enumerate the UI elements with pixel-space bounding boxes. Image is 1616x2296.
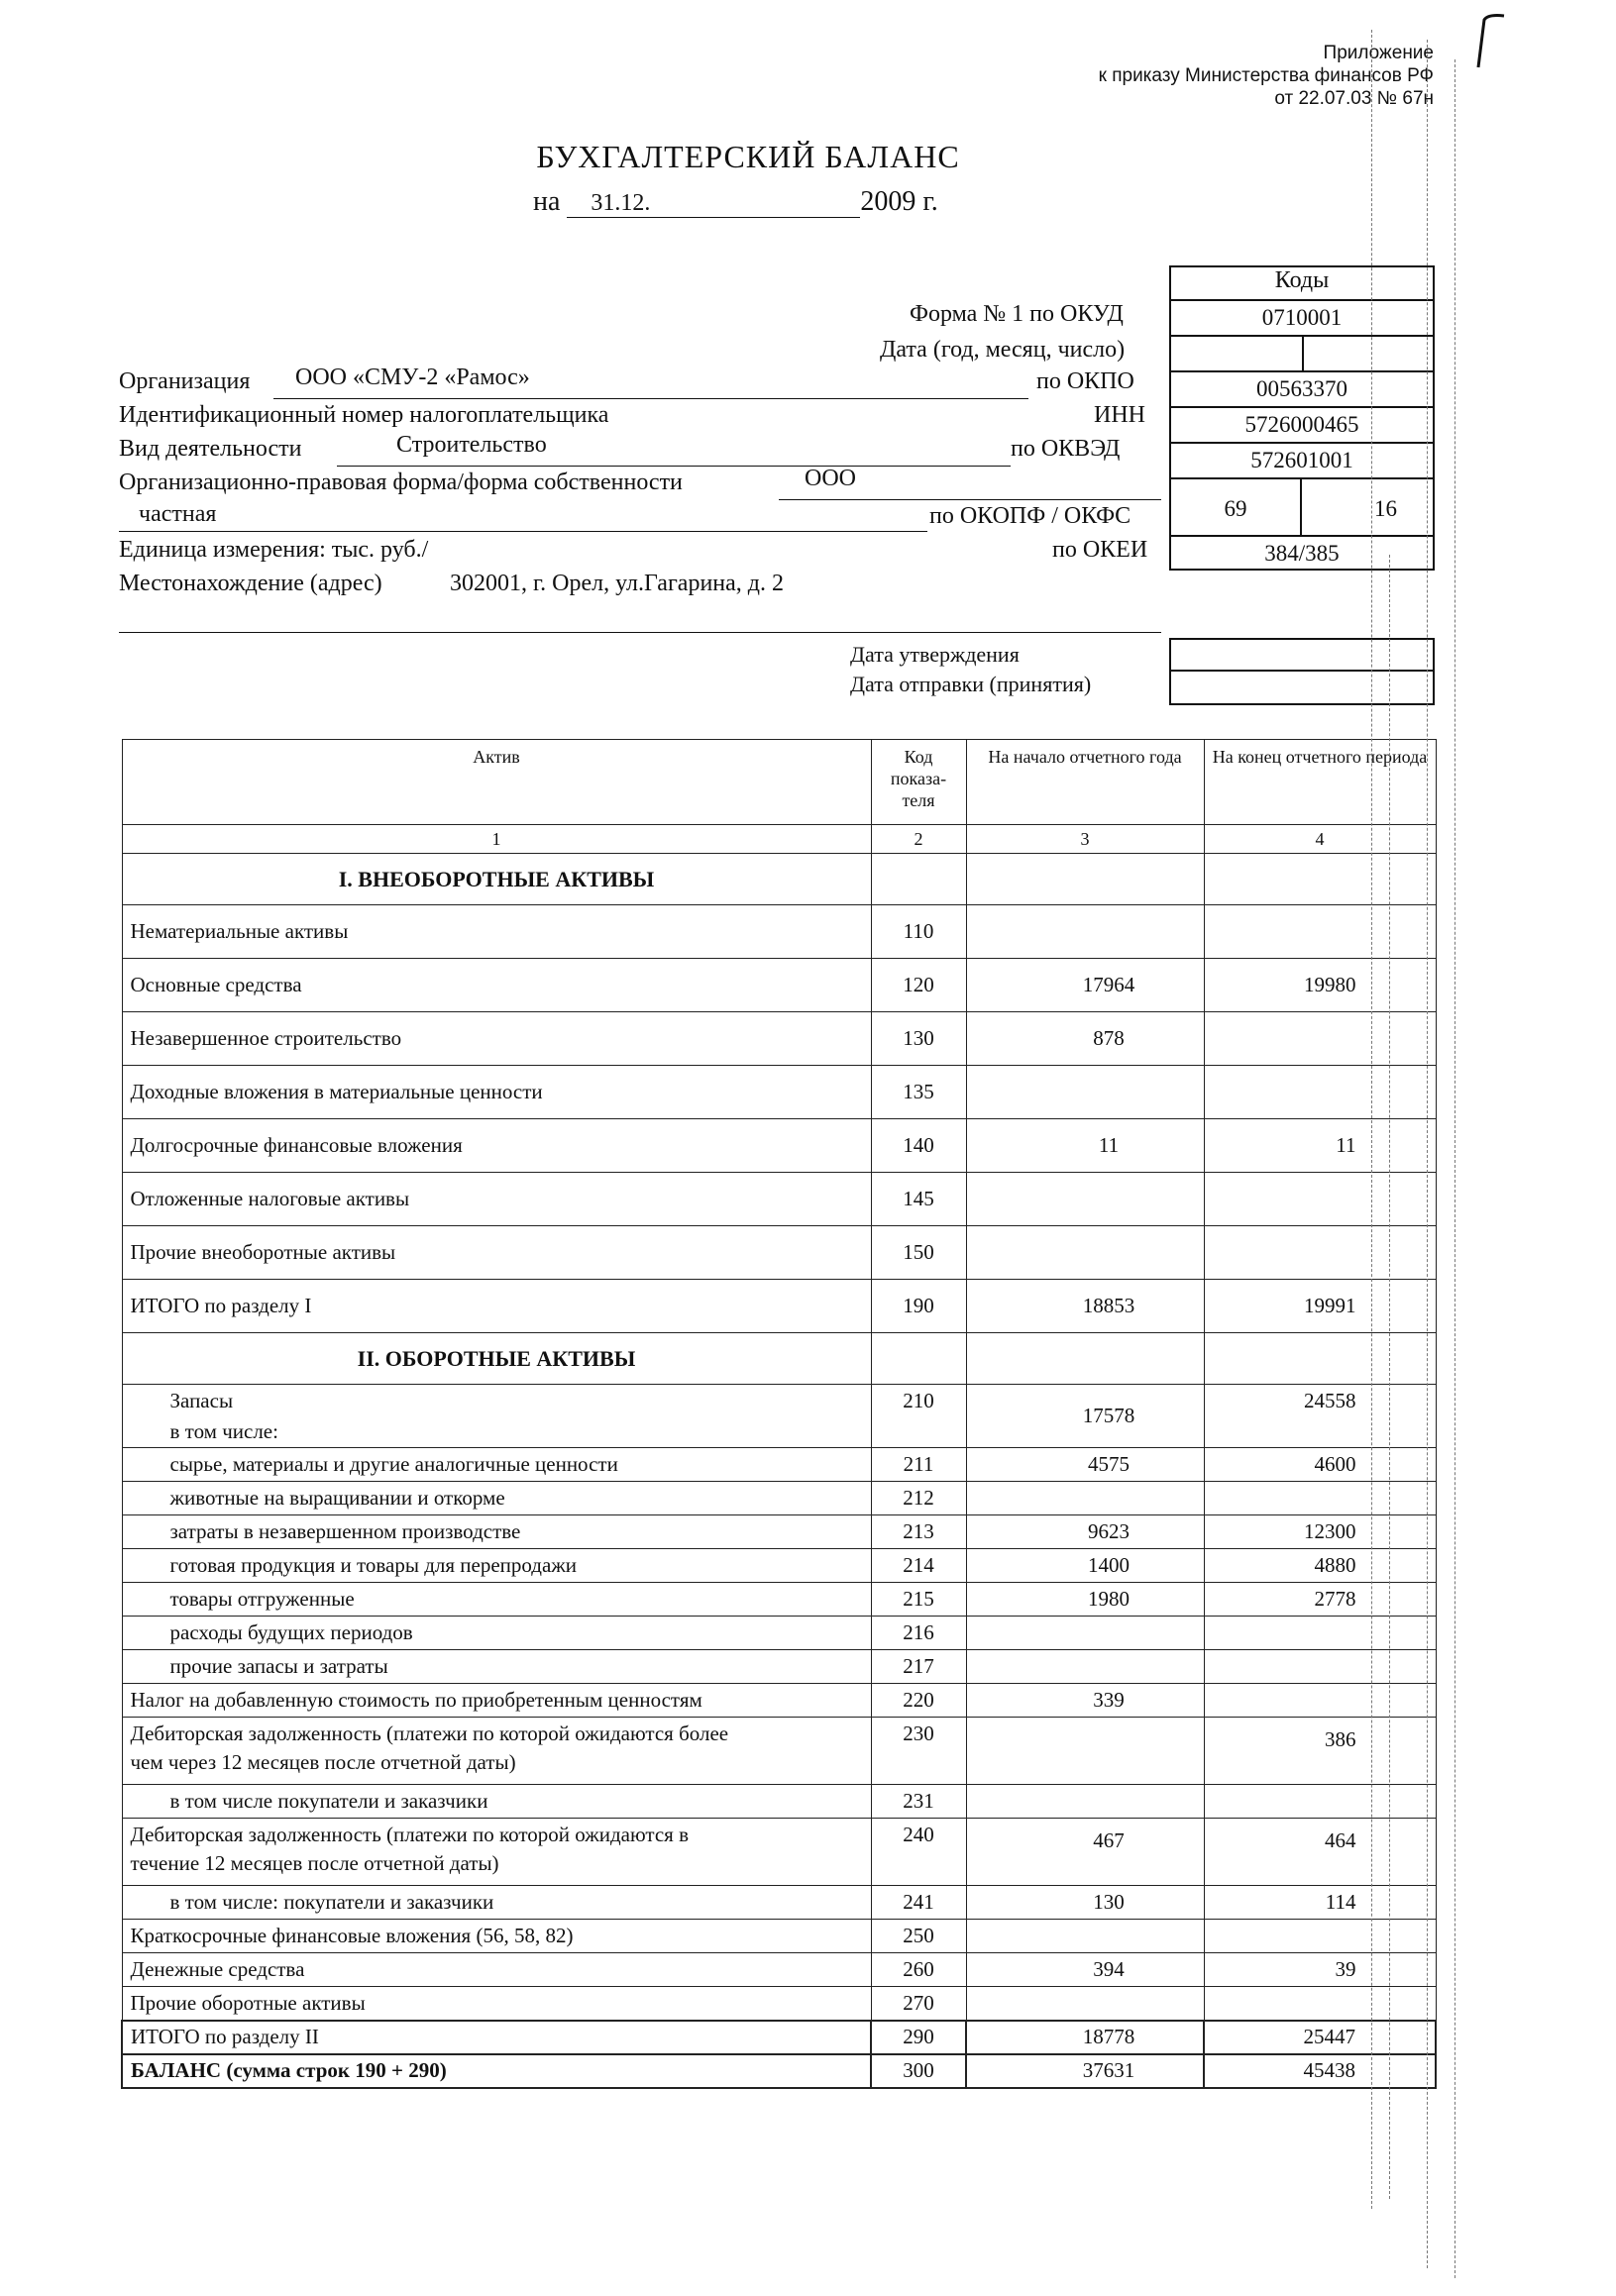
- row-end: [1204, 1066, 1436, 1119]
- report-date-line: [533, 186, 938, 218]
- address-value: 302001, г. Орел, ул.Гагарина, д. 2: [450, 571, 784, 596]
- row-name: Налог на добавленную стоимость по приобретенным ценностям: [122, 1684, 871, 1718]
- row-code: 216: [871, 1617, 966, 1650]
- row-start: [966, 1987, 1204, 2021]
- row-end: [1204, 905, 1436, 959]
- row-start: [966, 1617, 1204, 1650]
- row-end: 386: [1204, 1718, 1436, 1785]
- row-start: [966, 1226, 1204, 1280]
- stocks-sub-label: в том числе:: [169, 1419, 278, 1443]
- row-code: 214: [871, 1549, 966, 1583]
- row-end: [1204, 1684, 1436, 1718]
- row-end: 114: [1204, 1886, 1436, 1920]
- document-title: БУХГАЛТЕРСКИЙ БАЛАНС: [536, 139, 960, 174]
- col-number-2: 2: [871, 825, 966, 854]
- table-row: [122, 1920, 1436, 1953]
- appendix-note: [1099, 42, 1434, 110]
- row-name: Доходные вложения в материальные ценности: [122, 1066, 871, 1119]
- row-code: 290: [871, 2021, 966, 2054]
- row-start: [966, 1650, 1204, 1684]
- appendix-line-3: от 22.07.03 № 67н: [1274, 88, 1434, 109]
- row-name-line-2: чем через 12 месяцев после отчетной даты): [130, 1750, 516, 1774]
- row-name-line-1: Дебиторская задолженность (платежи по которой ожидаются в: [130, 1823, 689, 1846]
- row-end: [1204, 1650, 1436, 1684]
- row-code: 212: [871, 1482, 966, 1515]
- row-end: 45438: [1204, 2054, 1436, 2088]
- row-name: Прочие внеоборотные активы: [122, 1226, 871, 1280]
- row-code: 217: [871, 1650, 966, 1684]
- inn-label-full: Идентификационный номер налогоплательщика: [119, 402, 609, 428]
- section-2-title: II. ОБОРОТНЫЕ АКТИВЫ: [122, 1333, 871, 1385]
- row-code: 241: [871, 1886, 966, 1920]
- row-start: 339: [966, 1684, 1204, 1718]
- table-row: [122, 1385, 1436, 1448]
- inn-label: ИНН: [1094, 402, 1145, 428]
- date-code-cell-1: [1171, 337, 1304, 370]
- col-number-1: 1: [122, 825, 871, 854]
- row-code: 135: [871, 1066, 966, 1119]
- col-header-asset: Актив: [122, 740, 871, 825]
- table-row: [122, 1226, 1436, 1280]
- row-start: 18778: [966, 2021, 1204, 2054]
- row-name: Отложенные налоговые активы: [122, 1173, 871, 1226]
- balance-table: [121, 739, 1437, 2089]
- row-start: 1980: [966, 1583, 1204, 1617]
- table-row: [122, 1785, 1436, 1819]
- okfs-code: 16: [1374, 496, 1397, 521]
- row-end: [1204, 1012, 1436, 1066]
- table-row: [122, 1119, 1436, 1173]
- inn-code: 5726000465: [1171, 406, 1433, 442]
- okpo-code: 00563370: [1171, 370, 1433, 406]
- row-name: Прочие оборотные активы: [122, 1987, 871, 2021]
- report-date-value: 31.12.: [567, 190, 860, 218]
- table-row: [122, 1066, 1436, 1119]
- date-code-row: [1171, 335, 1433, 370]
- okopf-code: 69: [1171, 479, 1302, 537]
- row-start: [966, 1066, 1204, 1119]
- row-name-line-2: течение 12 месяцев после отчетной даты): [130, 1851, 499, 1875]
- row-name-line-1: Дебиторская задолженность (платежи по которой ожидаются более: [130, 1722, 729, 1745]
- row-name: Нематериальные активы: [122, 905, 871, 959]
- table-row: [122, 1515, 1436, 1549]
- row-end: 4600: [1204, 1448, 1436, 1482]
- col-header-start: На начало отчетного года: [966, 740, 1204, 825]
- table-row: [122, 1549, 1436, 1583]
- row-start: 1400: [966, 1549, 1204, 1583]
- row-start: [966, 1920, 1204, 1953]
- row-end: [1204, 1920, 1436, 1953]
- table-row: [122, 1482, 1436, 1515]
- row-start: 130: [966, 1886, 1204, 1920]
- row-name: готовая продукция и товары для перепродажи: [122, 1549, 871, 1583]
- row-name: сырье, материалы и другие аналогичные ценности: [122, 1448, 871, 1482]
- table-row: [122, 1953, 1436, 1987]
- okved-code: 572601001: [1171, 442, 1433, 477]
- row-name: ИТОГО по разделу I: [122, 1280, 871, 1333]
- row-end: 19991: [1204, 1280, 1436, 1333]
- row-end: 19980: [1204, 959, 1436, 1012]
- row-code: 211: [871, 1448, 966, 1482]
- row-end: 2778: [1204, 1583, 1436, 1617]
- table-row: [122, 905, 1436, 959]
- row-end: 24558: [1204, 1385, 1436, 1448]
- balance-total-row: [122, 2054, 1436, 2088]
- row-name: Незавершенное строительство: [122, 1012, 871, 1066]
- row-name: ИТОГО по разделу II: [122, 2021, 871, 2054]
- row-end: [1204, 1785, 1436, 1819]
- scan-mark-icon: [1474, 10, 1514, 69]
- row-end: 39: [1204, 1953, 1436, 1987]
- table-row: [122, 1583, 1436, 1617]
- row-end: [1204, 1173, 1436, 1226]
- row-start: 878: [966, 1012, 1204, 1066]
- row-code: 150: [871, 1226, 966, 1280]
- table-header-row: [122, 740, 1436, 825]
- row-name: Денежные средства: [122, 1953, 871, 1987]
- date-label: Дата (год, месяц, число): [880, 337, 1126, 363]
- legal-form-value: ООО: [805, 466, 856, 491]
- scan-artifact-line: [1389, 555, 1390, 2199]
- section-1-header: [122, 854, 1436, 905]
- stocks-label: Запасы: [169, 1389, 234, 1412]
- table-row: [122, 1886, 1436, 1920]
- row-name: прочие запасы и затраты: [122, 1650, 871, 1684]
- table-row: [122, 1448, 1436, 1482]
- row-name: в том числе: покупатели и заказчики: [122, 1886, 871, 1920]
- org-label: Организация: [119, 368, 251, 394]
- row-code: 250: [871, 1920, 966, 1953]
- col-number-4: 4: [1204, 825, 1436, 854]
- okei-label: по ОКЕИ: [1052, 537, 1148, 563]
- okopf-okfs-row: [1171, 477, 1433, 537]
- row-name: товары отгруженные: [122, 1583, 871, 1617]
- row-start: 394: [966, 1953, 1204, 1987]
- row-end: [1204, 1482, 1436, 1515]
- row-name: Долгосрочные финансовые вложения: [122, 1119, 871, 1173]
- row-code: 260: [871, 1953, 966, 1987]
- row-start: 17964: [966, 959, 1204, 1012]
- okopf-label: по ОКОПФ / ОКФС: [929, 503, 1131, 529]
- approve-date-box: [1169, 638, 1435, 705]
- row-name: в том числе покупатели и заказчики: [122, 1785, 871, 1819]
- row-end: [1204, 1226, 1436, 1280]
- row-code: 213: [871, 1515, 966, 1549]
- table-row: [122, 1987, 1436, 2021]
- row-name: затраты в незавершенном производстве: [122, 1515, 871, 1549]
- row-name: БАЛАНС (сумма строк 190 + 290): [122, 2054, 871, 2088]
- col-header-code: Код показа-теля: [871, 740, 966, 825]
- legal-form-label: Организационно-правовая форма/форма собственности: [119, 470, 683, 495]
- table-row: [122, 959, 1436, 1012]
- row-start: 467: [966, 1819, 1204, 1886]
- row-start: 17578: [966, 1385, 1204, 1448]
- row-start: 18853: [966, 1280, 1204, 1333]
- row-end: 464: [1204, 1819, 1436, 1886]
- section-1-title: I. ВНЕОБОРОТНЫЕ АКТИВЫ: [122, 854, 871, 905]
- row-end: [1204, 1617, 1436, 1650]
- row-code: 300: [871, 2054, 966, 2088]
- row-name: [122, 1385, 871, 1448]
- activity-value: Строительство: [396, 432, 547, 458]
- row-start: [966, 1482, 1204, 1515]
- row-start: [966, 1173, 1204, 1226]
- row-name: Краткосрочные финансовые вложения (56, 58, 82): [122, 1920, 871, 1953]
- okpo-label: по ОКПО: [1036, 368, 1134, 394]
- row-name: [122, 1718, 871, 1785]
- row-name: Основные средства: [122, 959, 871, 1012]
- row-code: 140: [871, 1119, 966, 1173]
- address-label: Местонахождение (адрес): [119, 571, 382, 596]
- row-name: [122, 1819, 871, 1886]
- col-number-3: 3: [966, 825, 1204, 854]
- row-start: [966, 1785, 1204, 1819]
- table-row: [122, 1718, 1436, 1785]
- sent-date-label: Дата отправки (принятия): [850, 672, 1092, 696]
- date-prefix: на: [533, 186, 561, 217]
- section-1-total-row: [122, 1280, 1436, 1333]
- scan-artifact-line: [1454, 59, 1455, 2278]
- row-start: 11: [966, 1119, 1204, 1173]
- ownership-value: частная: [139, 501, 217, 527]
- section-2-header: [122, 1333, 1436, 1385]
- table-row: [122, 1650, 1436, 1684]
- table-row: [122, 1173, 1436, 1226]
- row-code: 110: [871, 905, 966, 959]
- row-code: 190: [871, 1280, 966, 1333]
- row-code: 145: [871, 1173, 966, 1226]
- okei-code: 384/385: [1171, 535, 1433, 571]
- table-row: [122, 1617, 1436, 1650]
- scan-artifact-line: [1427, 40, 1428, 2268]
- table-row: [122, 1012, 1436, 1066]
- row-code: 230: [871, 1718, 966, 1785]
- form-okud-label: Форма № 1 по ОКУД: [910, 301, 1124, 327]
- row-code: 270: [871, 1987, 966, 2021]
- table-row: [122, 1684, 1436, 1718]
- report-date-year: 2009 г.: [860, 186, 938, 217]
- appendix-line-1: Приложение: [1323, 43, 1434, 63]
- appendix-line-2: к приказу Министерства финансов РФ: [1098, 65, 1434, 86]
- row-name: расходы будущих периодов: [122, 1617, 871, 1650]
- row-start: [966, 905, 1204, 959]
- row-end: 25447: [1204, 2021, 1436, 2054]
- row-code: 240: [871, 1819, 966, 1886]
- org-value: ООО «СМУ-2 «Рамос»: [295, 365, 530, 390]
- row-start: [966, 1718, 1204, 1785]
- date-code-cell-2: [1304, 337, 1433, 370]
- col-number-row: [122, 825, 1436, 854]
- table-row: [122, 1819, 1436, 1886]
- row-start: 4575: [966, 1448, 1204, 1482]
- row-end: 4880: [1204, 1549, 1436, 1583]
- row-code: 220: [871, 1684, 966, 1718]
- row-start: 37631: [966, 2054, 1204, 2088]
- row-end: 11: [1204, 1119, 1436, 1173]
- approve-date-label: Дата утверждения: [850, 642, 1020, 667]
- section-2-total-row: [122, 2021, 1436, 2054]
- codes-box: [1169, 265, 1435, 571]
- row-code: 215: [871, 1583, 966, 1617]
- row-code: 130: [871, 1012, 966, 1066]
- row-end: 12300: [1204, 1515, 1436, 1549]
- row-code: 210: [871, 1385, 966, 1448]
- row-end: [1204, 1987, 1436, 2021]
- activity-label: Вид деятельности: [119, 436, 302, 462]
- row-code: 231: [871, 1785, 966, 1819]
- okved-label: по ОКВЭД: [1011, 436, 1121, 462]
- scan-artifact-line: [1371, 30, 1372, 2209]
- row-code: 120: [871, 959, 966, 1012]
- unit-label: Единица измерения: тыс. руб./: [119, 537, 429, 563]
- row-start: 9623: [966, 1515, 1204, 1549]
- codes-header: Коды: [1274, 267, 1330, 293]
- row-name: животные на выращивании и откорме: [122, 1482, 871, 1515]
- okud-code: 0710001: [1171, 299, 1433, 335]
- col-header-end: На конец отчетного периода: [1204, 740, 1436, 825]
